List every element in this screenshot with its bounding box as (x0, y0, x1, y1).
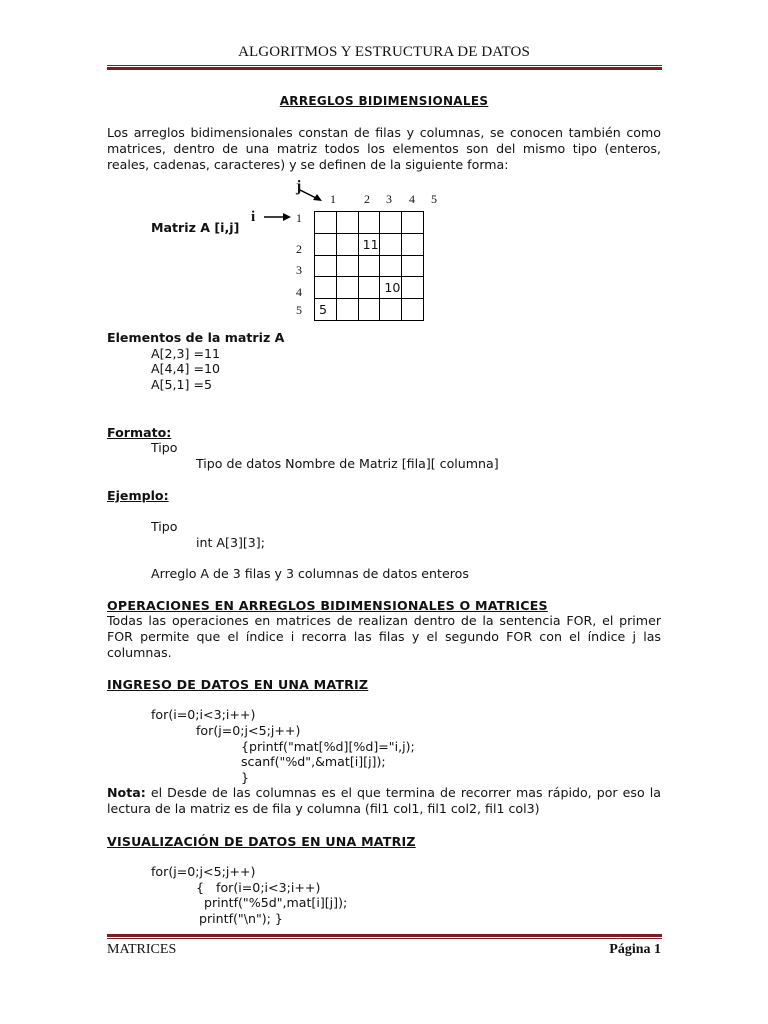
code-line: for(i=0;i<3;i++) (151, 707, 256, 722)
j-arrow-icon (298, 188, 328, 204)
nota-paragraph (107, 785, 661, 817)
col-header: 5 (431, 192, 437, 206)
code-line: scanf("%d",&mat[i][j]); (241, 754, 386, 769)
code-line: { for(i=0;i<3;i++) (196, 880, 321, 895)
matrix-cell (336, 212, 358, 234)
matrix-cell (380, 233, 402, 255)
ejemplo-code: int A[3][3]; (196, 535, 265, 550)
element-item: A[4,4] =10 (151, 361, 221, 376)
code-line: } (241, 770, 250, 785)
j-label: j (296, 178, 302, 195)
matrix-cell (402, 277, 424, 299)
matrix-cell: 10 (380, 277, 402, 299)
i-arrow-icon (263, 211, 293, 223)
footer-left: MATRICES (107, 942, 177, 957)
row-header: 2 (296, 242, 302, 256)
matrix-cell (380, 299, 402, 321)
matrix-cell (380, 212, 402, 234)
ingreso-heading: INGRESO DE DATOS EN UNA MATRIZ (107, 677, 369, 692)
header-title: ALGORITMOS Y ESTRUCTURA DE DATOS (238, 44, 530, 60)
intro-paragraph: Los arreglos bidimensionales constan de filas y columnas, se conocen también como matrices, dentro de una matriz todos los elementos son del mismo tipo (enteros, reales, cadenas, caracteres) y se definen de la siguiente forma: (107, 125, 661, 172)
col-header: 2 (364, 192, 370, 206)
row-header: 3 (296, 263, 302, 277)
matrix-cell (402, 299, 424, 321)
operaciones-heading: OPERACIONES EN ARREGLOS BIDIMENSIONALES O MATRICES (107, 598, 548, 613)
col-header: 1 (330, 192, 336, 206)
formato-heading: Formato: (107, 425, 172, 440)
col-header: 3 (386, 192, 392, 206)
matrix-cell (358, 212, 380, 234)
ejemplo-desc: Arreglo A de 3 filas y 3 columnas de datos enteros (151, 566, 469, 581)
i-label: i (251, 209, 256, 225)
row-header: 5 (296, 303, 302, 317)
matrix-label: Matriz A [i,j] (151, 220, 240, 235)
nota-label: Nota: (107, 785, 146, 800)
matrix-cell (315, 277, 337, 299)
code-line: printf("%5d",mat[i][j]); (204, 895, 348, 910)
matrix-cell (402, 212, 424, 234)
matrix-cell (336, 255, 358, 277)
col-header: 4 (409, 192, 415, 206)
row-header: 4 (296, 285, 302, 299)
header-rule-thick (107, 67, 662, 70)
footer-rule-thick (107, 934, 662, 937)
matrix-row (315, 277, 424, 299)
matrix-row (315, 212, 424, 234)
ejemplo-tipo: Tipo (151, 519, 178, 534)
matrix-cell (358, 299, 380, 321)
footer-rule-thin (107, 938, 662, 939)
element-item: A[2,3] =11 (151, 346, 221, 361)
matrix-cell (402, 233, 424, 255)
matrix-grid (314, 211, 424, 321)
ejemplo-heading: Ejemplo: (107, 488, 169, 503)
code-line: printf("\n"); } (199, 911, 283, 926)
matrix-cell (358, 277, 380, 299)
matrix-row (315, 233, 424, 255)
matrix-cell (402, 255, 424, 277)
elements-heading: Elementos de la matriz A (107, 330, 285, 345)
matrix-cell (315, 233, 337, 255)
section-title: ARREGLOS BIDIMENSIONALES (279, 94, 489, 108)
matrix-cell (380, 255, 402, 277)
matrix-row (315, 299, 424, 321)
footer-page-number: Página 1 (609, 942, 661, 957)
matrix-cell: 5 (315, 299, 337, 321)
matrix-cell (315, 255, 337, 277)
matrix-cell (336, 299, 358, 321)
matrix-cell (336, 233, 358, 255)
element-item: A[5,1] =5 (151, 377, 213, 392)
matrix-cell: 11 (358, 233, 380, 255)
matrix-row (315, 255, 424, 277)
matrix-cell (336, 277, 358, 299)
formato-tipo: Tipo (151, 440, 178, 455)
operaciones-text: Todas las operaciones en matrices de realizan dentro de la sentencia FOR, el primer FOR permite que el índice i recorra las filas y el segundo FOR con el índice j las columnas. (107, 613, 661, 660)
code-line: for(j=0;j<5;j++) (196, 723, 301, 738)
code-line: for(j=0;j<5;j++) (151, 864, 256, 879)
matrix-cell (358, 255, 380, 277)
code-line: {printf("mat[%d][%d]="i,j); (241, 739, 415, 754)
visualizacion-heading: VISUALIZACIÓN DE DATOS EN UNA MATRIZ (107, 834, 416, 849)
formato-line: Tipo de datos Nombre de Matriz [fila][ columna] (196, 456, 499, 471)
header-rule-thin (107, 65, 662, 66)
row-header: 1 (296, 211, 302, 225)
nota-text: el Desde de las columnas es el que termina de recorrer mas rápido, por eso la lectura de la matriz es de fila y columna (fil1 col1, fil1 col2, fil1 col3) (107, 785, 661, 816)
matrix-cell (315, 212, 337, 234)
